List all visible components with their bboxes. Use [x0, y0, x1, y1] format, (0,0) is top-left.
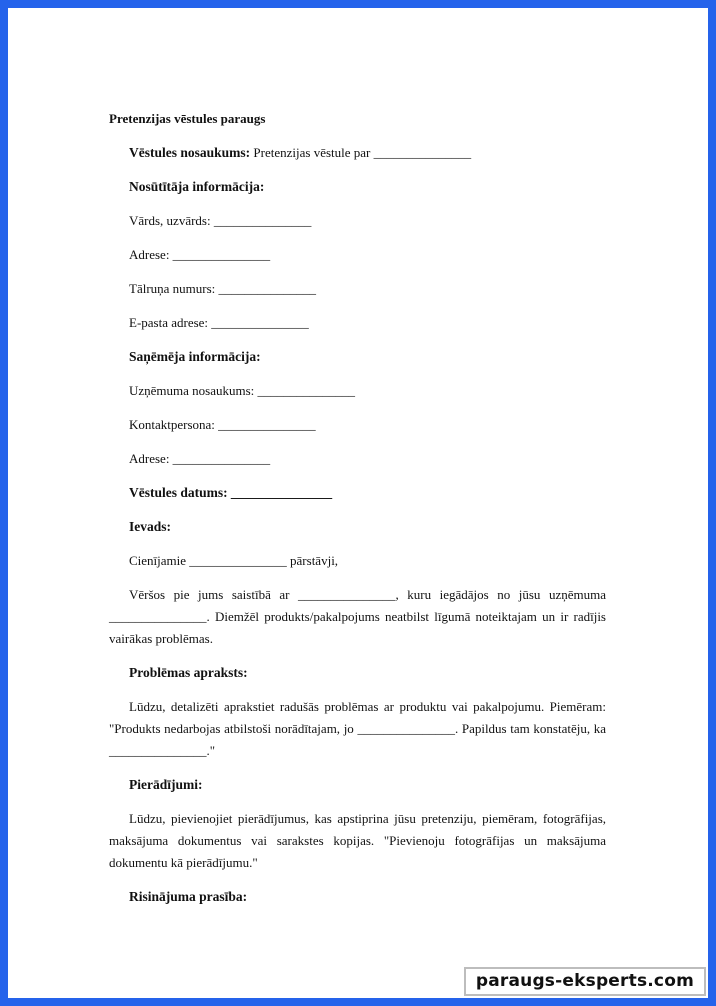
- sender-email-field: E-pasta adrese: _______________: [129, 315, 309, 330]
- problem-heading: Problēmas apraksts:: [129, 665, 248, 680]
- recipient-contact-field: Kontaktpersona: _______________: [129, 417, 316, 432]
- sender-name-field: Vārds, uzvārds: _______________: [129, 213, 312, 228]
- document-page: [8, 8, 708, 998]
- intro-heading: Ievads:: [129, 519, 172, 534]
- document-content: [109, 108, 606, 920]
- sender-address-field: Adrese: _______________: [129, 247, 271, 262]
- recipient-company-field: Uzņēmuma nosaukums: _______________: [129, 383, 356, 398]
- site-watermark: paraugs-eksperts.com: [464, 967, 706, 996]
- resolution-heading: Risinājuma prasība:: [129, 889, 248, 904]
- letter-name-value: Pretenzijas vēstule par _______________: [253, 145, 472, 160]
- recipient-heading: Saņēmēja informācija:: [129, 349, 261, 364]
- document-title: Pretenzijas vēstules paraugs: [109, 111, 266, 126]
- letter-name-line: [109, 142, 606, 164]
- intro-paragraph: Vēršos pie jums saistībā ar _______________, kuru iegādājos no jūsu uzņēmuma _______________. Diemžēl produkts/pakalpojums neatbilst līgumā noteiktajam un ir radījis vairākas problēmas.: [109, 587, 606, 646]
- letter-date-value: _______________: [230, 485, 333, 500]
- evidence-paragraph: Lūdzu, pievienojiet pierādījumus, kas apstiprina jūsu pretenziju, piemēram, fotogrāfijas, maksājuma dokumentus vai sarakstes kopijas. "Pievienoju fotogrāfijas un maksājuma dokumentu kā pierādījumu.": [109, 811, 606, 870]
- letter-date-label: Vēstules datums:: [129, 485, 228, 500]
- evidence-heading: Pierādījumi:: [129, 777, 203, 792]
- sender-phone-field: Tālruņa numurs: _______________: [129, 281, 317, 296]
- problem-paragraph: Lūdzu, detalizēti aprakstiet radušās problēmas ar produktu vai pakalpojumu. Piemēram: "Produkts nedarbojas atbilstoši norādītajam, jo _______________. Papildus tam konstatēju, ka _______________.": [109, 699, 606, 758]
- recipient-address-field: Adrese: _______________: [129, 451, 271, 466]
- letter-name-label: Vēstules nosaukums:: [129, 145, 251, 160]
- sender-heading: Nosūtītāja informācija:: [129, 179, 265, 194]
- greeting: Cienījamie _______________ pārstāvji,: [129, 553, 339, 568]
- letter-date-line: [109, 482, 606, 504]
